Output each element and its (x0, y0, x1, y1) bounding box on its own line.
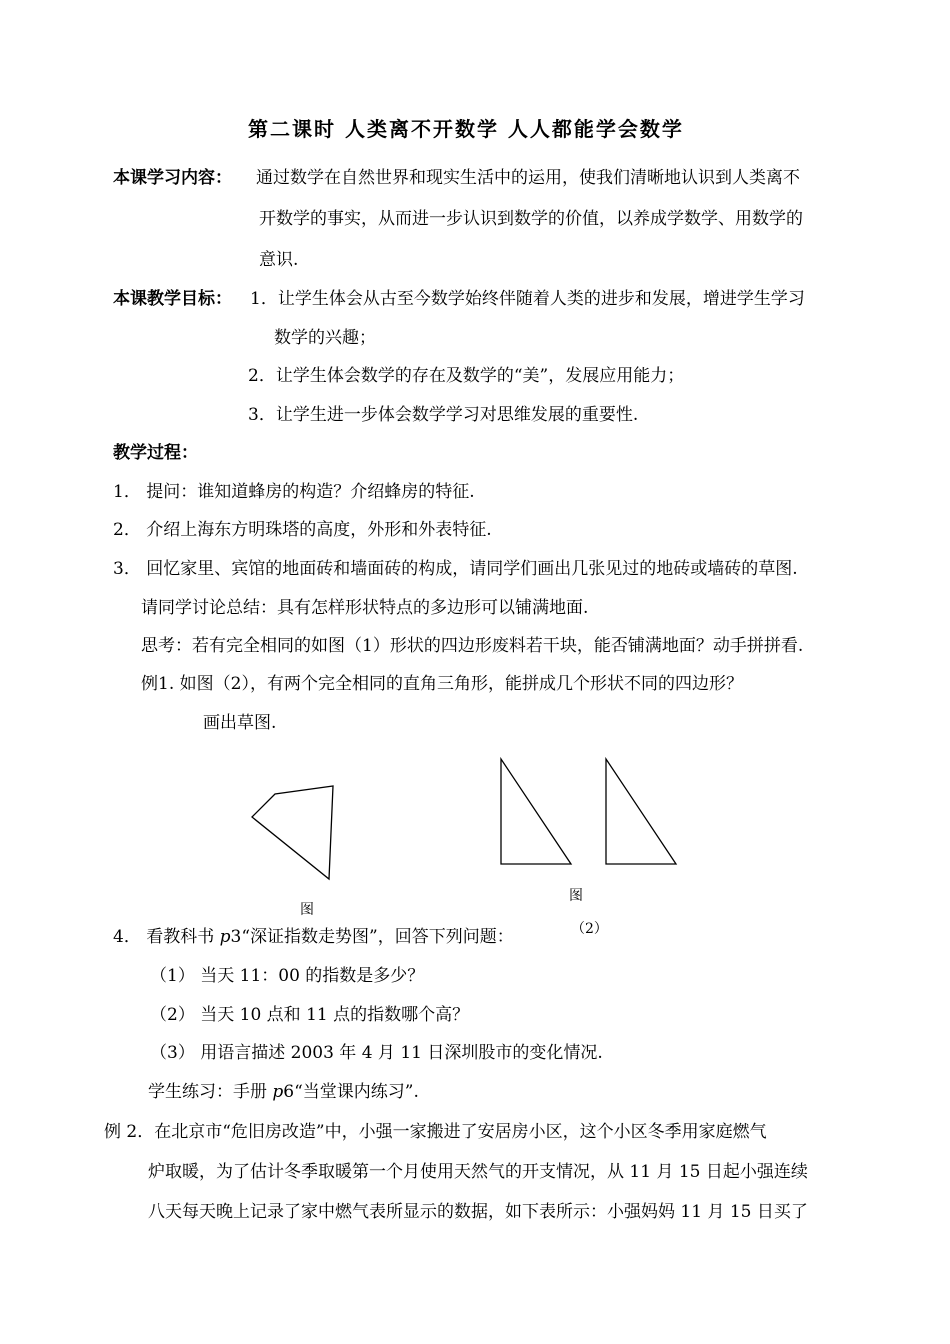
practice-prefix: 学生练习：手册 (148, 1082, 273, 1102)
item-4-rest: “深证指数走势图”，回答下列问题： (241, 927, 514, 947)
item-4-page-num: 3 (230, 927, 242, 947)
example-1: 例1. 如图（2），有两个完全相同的直角三角形，能拼成几个形状不同的四边形？ (141, 674, 743, 694)
goal-2: 2．让学生体会数学的存在及数学的“美”，发展应用能力； (248, 366, 685, 386)
process-line-5: 思考：若有完全相同的如图（1）形状的四边形废料若干块，能否铺满地面？动手拼拼看. (141, 636, 804, 656)
question-3: （3） 用语言描述 2003 年 4 月 11 日深圳股市的变化情况. (150, 1043, 603, 1063)
quadrilateral-figure-1 (252, 786, 333, 879)
content-label: 本课学习内容： (113, 168, 232, 188)
process-line-1: 1． 提问：谁知道蜂房的构造？介绍蜂房的特征. (113, 482, 475, 502)
item-4-page: p (219, 927, 231, 947)
goal-1-cont: 数学的兴趣； (274, 328, 376, 348)
question-1: （1） 当天 11：00 的指数是多少？ (150, 966, 425, 986)
practice-page: p (272, 1082, 284, 1102)
item-4-prefix: 4． 看教科书 (113, 927, 220, 947)
right-triangle-b (606, 759, 676, 864)
goal-1: 1．让学生体会从古至今数学始终伴随着人类的进步和发展，增进学生学习 (250, 289, 805, 309)
process-line-4: 请同学讨论总结：具有怎样形状特点的多边形可以铺满地面. (141, 598, 589, 618)
content-line-1: 通过数学在自然世界和现实生活中的运用，使我们清晰地认识到人类离不 (256, 168, 800, 188)
question-2: （2） 当天 10 点和 11 点的指数哪个高？ (150, 1005, 470, 1025)
example-1-cont: 画出草图. (203, 713, 277, 733)
student-practice (148, 1080, 419, 1104)
process-line-2: 2． 介绍上海东方明珠塔的高度，外形和外表特征. (113, 520, 492, 540)
figure-2-number: （2） (571, 921, 608, 937)
example-2-line-1: 例 2．在北京市“危旧房改造”中，小强一家搬进了安居房小区，这个小区冬季用家庭燃气 (104, 1122, 767, 1142)
page-title: 第二课时 人类离不开数学 人人都能学会数学 (248, 117, 684, 141)
goal-3: 3．让学生进一步体会数学学习对思维发展的重要性. (248, 405, 639, 425)
right-triangle-a (501, 759, 571, 864)
process-label: 教学过程： (113, 443, 198, 463)
example-2-line-2: 炉取暖，为了估计冬季取暖第一个月使用天然气的开支情况，从 11 月 15 日起小强连续 (148, 1162, 808, 1182)
process-line-3: 3． 回忆家里、宾馆的地面砖和墙面砖的构成，请同学们画出几张见过的地砖或墙砖的草图. (113, 559, 798, 579)
item-4 (113, 925, 514, 949)
goals-label: 本课教学目标： (113, 289, 232, 309)
content-line-3: 意识. (259, 250, 299, 270)
figure-1-caption: 图 (300, 902, 314, 918)
figure-2-caption: 图 (569, 888, 583, 904)
example-2-line-3: 八天每天晚上记录了家中燃气表所显示的数据，如下表所示：小强妈妈 11 月 15 日买了 (148, 1202, 808, 1222)
content-line-2: 开数学的事实，从而进一步认识到数学的价值，以养成学数学、用数学的 (259, 209, 803, 229)
practice-rest: 6“当堂课内练习”. (283, 1082, 419, 1102)
